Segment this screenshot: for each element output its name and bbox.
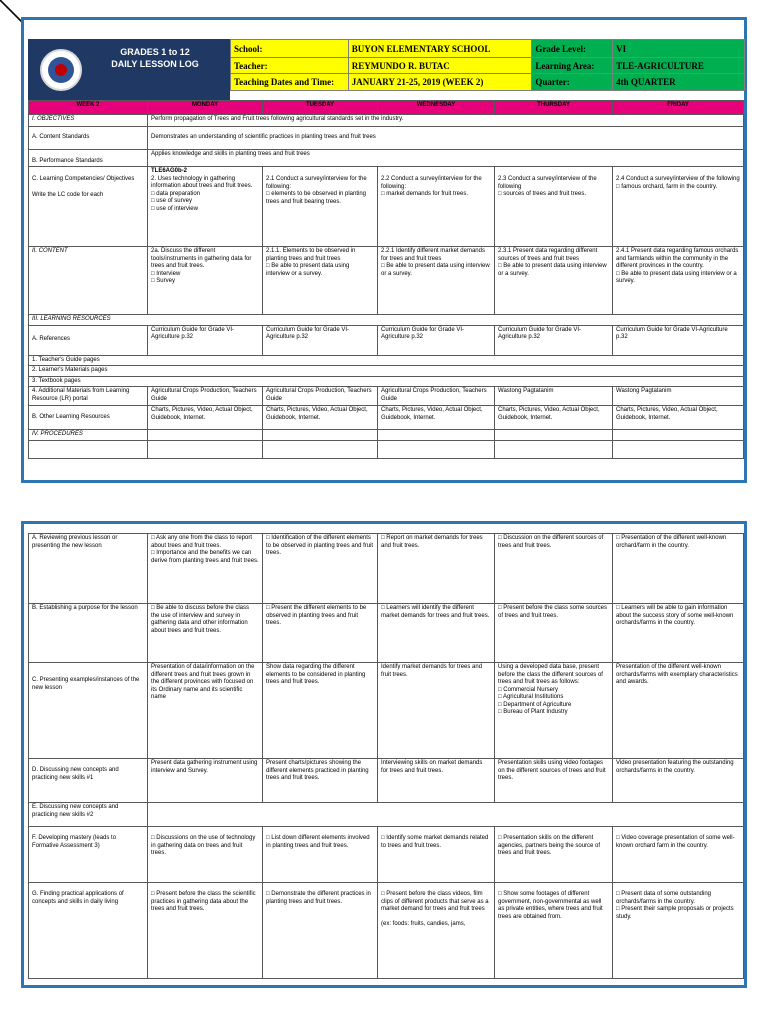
competency-wednesday: 2.2 Conduct a survey/interview for the following: □ market demands for fruit trees. [378, 167, 495, 247]
procedure-d-monday: Present data gathering instrument using interview and Survey. [148, 759, 263, 803]
procedure-a-monday: □ Ask any one from the class to report about trees and fruit trees. □ Importance and the benefits we can derive from planting trees and fruit trees. [148, 534, 263, 604]
competency-thursday: 2.3 Conduct a survey/interview of the following □ sources of trees and fruit trees. [495, 167, 613, 247]
lesson-table-page2 [28, 533, 744, 979]
procedure-d-tuesday: Present charts/pictures showing the different elements practiced in planting trees and fruit trees. [263, 759, 378, 803]
quarter-value: 4th QUARTER [613, 74, 745, 91]
learners-materials-pages: 2. Learner's Materials pages [29, 366, 744, 377]
other-resources-label: B. Other Learning Resources [29, 406, 148, 430]
procedure-c-friday: Presentation of the different well-known orchards/farms with exemplary characteristics and awards. [613, 663, 744, 759]
header-title-line1: GRADES 1 to 12 [120, 47, 190, 57]
competency-monday-text: 2. Uses technology in gathering information about trees and fruit trees. □ data preparation □ use of survey □ use of interview [151, 175, 253, 212]
teaching-dates-value: JANUARY 21-25, 2019 (WEEK 2) [348, 74, 532, 91]
procedure-label-f: F. Developing mastery (leads to Formative Assessment 3) [29, 827, 148, 883]
procedure-row-a [29, 534, 744, 604]
school-value: BUYON ELEMENTARY SCHOOL [348, 40, 532, 58]
learning-competencies-title: C. Learning Competencies/ Objectives [32, 176, 135, 182]
teacher-value: REYMUNDO R. BUTAC [348, 58, 532, 74]
objectives-section-label: I. OBJECTIVES [29, 115, 148, 127]
procedure-d-thursday: Presentation skills using video footages on the different sources of trees and fruit trees. [495, 759, 613, 803]
procedure-d-friday: Video presentation featuring the outstanding orchards/farms in the country. [613, 759, 744, 803]
procedure-b-tuesday: □ Present the different elements to be observed in planting trees and fruit trees. [263, 604, 378, 663]
procedure-c-tuesday: Show data regarding the different elements to be considered in planting trees and fruit trees. [263, 663, 378, 759]
procedure-b-wednesday: □ Learners will identify the different market demands for trees and fruit trees. [378, 604, 495, 663]
week-label: WEEK 2 [29, 101, 148, 115]
other-resources-monday: Charts, Pictures, Video, Actual Object, Guidebook, Internet. [148, 406, 263, 430]
procedures-section-label: IV. PROCEDURES [29, 430, 148, 441]
references-label: A. References [29, 325, 148, 355]
procedure-g-thursday: □ Show some footages of different government, non-governmental as well as private entities, where trees and fruit trees are obtained from. [495, 883, 613, 979]
grade-level-label: Grade Level: [532, 40, 613, 58]
procedure-g-monday: □ Present before the class the scientific practices in gathering data about the trees and fruit trees. [148, 883, 263, 979]
procedure-row-c [29, 663, 744, 759]
learning-area-label: Learning Area: [532, 58, 613, 74]
quarter-label: Quarter: [532, 74, 613, 91]
other-resources-tuesday: Charts, Pictures, Video, Actual Object, Guidebook, Internet. [263, 406, 378, 430]
procedure-c-wednesday: Identify market demands for trees and fruit trees. [378, 663, 495, 759]
page-2 [21, 521, 747, 988]
content-tuesday: 2.1.1. Elements to be observed in planting trees and fruit trees □ Be able to present data using interview or a survey. [263, 247, 378, 315]
procedure-label-g: G. Finding practical applications of concepts and skills in daily living [29, 883, 148, 979]
lesson-table-page1 [28, 100, 744, 459]
procedure-c-thursday: Using a developed data base, present before the class the different sources of trees and fruit trees as follows: □ Commercial Nursery □ Agricultural Institutions □ Department of Agriculture □ Bureau of Plant Industry [495, 663, 613, 759]
day-monday: MONDAY [148, 101, 263, 115]
competency-friday: 2.4 Conduct a survey/interview of the following □ famous orchard, farm in the country. [613, 167, 744, 247]
references-wednesday: Curriculum Guide for Grade VI-Agriculture p.32 [378, 325, 495, 355]
procedure-row-f [29, 827, 744, 883]
procedure-b-monday: □ Be able to discuss before the class the use of interview and survey in gathering data and other information about trees and fruit trees. [148, 604, 263, 663]
header-title-line2: DAILY LESSON LOG [111, 59, 199, 69]
textbook-pages: 3. Textbook pages [29, 376, 744, 387]
week-header-row [29, 101, 744, 115]
procedure-label-e: E. Discussing new concepts and practicing new skills #2 [29, 803, 148, 827]
procedure-a-friday: □ Presentation of the different well-known orchard/farm in the country. [613, 534, 744, 604]
procedure-g-tuesday: □ Demonstrate the different practices in planting trees and fruit trees. [263, 883, 378, 979]
procedure-b-thursday: □ Present before the class some sources of trees and fruit trees. [495, 604, 613, 663]
empty-row [29, 440, 744, 458]
additional-materials-friday: Wastong Pagtatanim [613, 387, 744, 406]
procedure-label-b: B. Establishing a purpose for the lesson [29, 604, 148, 663]
performance-standards-label: B. Performance Standards [29, 150, 148, 167]
lc-code-instruction: Write the LC code for each [32, 191, 104, 198]
additional-materials-wednesday: Agricultural Crops Production, Teachers Guide [378, 387, 495, 406]
header [28, 39, 745, 108]
procedure-row-e [29, 803, 744, 827]
references-tuesday: Curriculum Guide for Grade VI-Agriculture p.32 [263, 325, 378, 355]
other-resources-friday: Charts, Pictures, Video, Actual Object, Guidebook, Internet. [613, 406, 744, 430]
content-monday: 2a. Discuss the different tools/instruments in gathering data for trees and fruit trees. □ Interview □ Survey [148, 247, 263, 315]
performance-standards-text: Applies knowledge and skills in planting trees and fruit trees [148, 150, 744, 167]
content-section-label: II. CONTENT [29, 247, 148, 315]
additional-materials-thursday: Wastong Pagtatanim [495, 387, 613, 406]
school-label: School: [231, 40, 349, 58]
grade-level-value: VI [613, 40, 745, 58]
procedure-e-days [148, 803, 744, 827]
procedure-label-a: A. Reviewing previous lesson or presenting the new lesson [29, 534, 148, 604]
objective-text: Perform propagation of Trees and Fruit trees following agricultural standards set in the industry. [148, 115, 744, 127]
procedure-row-b [29, 604, 744, 663]
procedure-f-friday: □ Video coverage presentation of some well-known orchard farm in the country. [613, 827, 744, 883]
procedure-f-tuesday: □ List down different elements involved in planting trees and fruit trees. [263, 827, 378, 883]
day-wednesday: WEDNESDAY [378, 101, 495, 115]
learning-resources-section-label: III. LEARNING RESOURCES [29, 315, 744, 326]
procedure-f-wednesday: □ Identify some market demands related to trees and fruit trees. [378, 827, 495, 883]
day-friday: FRIDAY [613, 101, 744, 115]
competency-monday [148, 167, 263, 247]
additional-materials-label: 4. Additional Materials from Learning Resource (LR) portal [29, 387, 148, 406]
learning-competencies-label [29, 167, 148, 247]
header-info-table [230, 39, 745, 91]
procedure-f-thursday: □ Presentation skills on the different agencies, partners being the source of trees and fruit trees. [495, 827, 613, 883]
content-wednesday: 2.2.1 Identify different market demands for trees and fruit trees □ Be able to present data using interview or a survey. [378, 247, 495, 315]
references-thursday: Curriculum Guide for Grade VI-Agriculture p.32 [495, 325, 613, 355]
content-standards-text: Demonstrates an understanding of scientific practices in planting trees and fruit trees [148, 127, 744, 150]
day-tuesday: TUESDAY [263, 101, 378, 115]
procedure-g-wednesday: □ Present before the class videos, film clips of different products that serve as a market demand for trees and fruit trees (ex: foods: fruits, candies, jams, [378, 883, 495, 979]
other-resources-thursday: Charts, Pictures, Video, Actual Object, Guidebook, Internet. [495, 406, 613, 430]
content-friday: 2.4.1 Present data regarding famous orchards and farmlands within the community in the different provinces in the country. □ Be able to present data using interview or a survey. [613, 247, 744, 315]
additional-materials-tuesday: Agricultural Crops Production, Teachers Guide [263, 387, 378, 406]
procedure-d-wednesday: Interviewing skills on market demands for trees and fruit trees. [378, 759, 495, 803]
competency-tuesday: 2.1 Conduct a survey/interview for the following: □ elements to be observed in planting trees and fruit bearing trees. [263, 167, 378, 247]
procedure-b-friday: □ Learners will be able to gain information about the success story of some well-known orchards/farms in the country. [613, 604, 744, 663]
additional-materials-monday: Agricultural Crops Production, Teachers Guide [148, 387, 263, 406]
header-title-block [28, 39, 230, 108]
teaching-dates-label: Teaching Dates and Time: [231, 74, 349, 91]
procedure-c-monday: Presentation of data/information on the different trees and fruit trees grown in the different provinces with focused on its Ordinary name and its scientific name [148, 663, 263, 759]
teachers-guide-pages: 1. Teacher's Guide pages [29, 355, 744, 366]
procedure-label-c: C. Presenting examples/instances of the new lesson [29, 663, 148, 759]
procedure-a-thursday: □ Discussion on the different sources of trees and fruit trees. [495, 534, 613, 604]
content-standards-label: A. Content Standards [29, 127, 148, 150]
learning-area-value: TLE-AGRICULTURE [613, 58, 745, 74]
procedure-f-monday: □ Discussions on the use of technology in gathering data on trees and fruit trees. [148, 827, 263, 883]
references-monday: Curriculum Guide for Grade VI-Agriculture p.32 [148, 325, 263, 355]
procedure-g-friday: □ Present data of some outstanding orchards/farms in the country. □ Present their sample proposals or projects study. [613, 883, 744, 979]
competency-code: TLE6AG0b-2 [151, 168, 188, 174]
page-1 [21, 17, 747, 483]
other-resources-wednesday: Charts, Pictures, Video, Actual Object, Guidebook, Internet. [378, 406, 495, 430]
references-friday: Curriculum Guide for Grade VI-Agriculture p.32 [613, 325, 744, 355]
content-thursday: 2.3.1 Present data regarding different sources of trees and fruit trees □ Be able to present data using interview or a survey. [495, 247, 613, 315]
procedure-row-g [29, 883, 744, 979]
deped-seal-icon [40, 49, 82, 91]
procedure-row-d [29, 759, 744, 803]
day-thursday: THURSDAY [495, 101, 613, 115]
procedure-a-wednesday: □ Report on market demands for trees and fruit trees. [378, 534, 495, 604]
procedure-label-d: D. Discussing new concepts and practicing new skills #1 [29, 759, 148, 803]
teacher-label: Teacher: [231, 58, 349, 74]
procedure-a-tuesday: □ Identification of the different elements to be observed in planting trees and fruit trees. [263, 534, 378, 604]
